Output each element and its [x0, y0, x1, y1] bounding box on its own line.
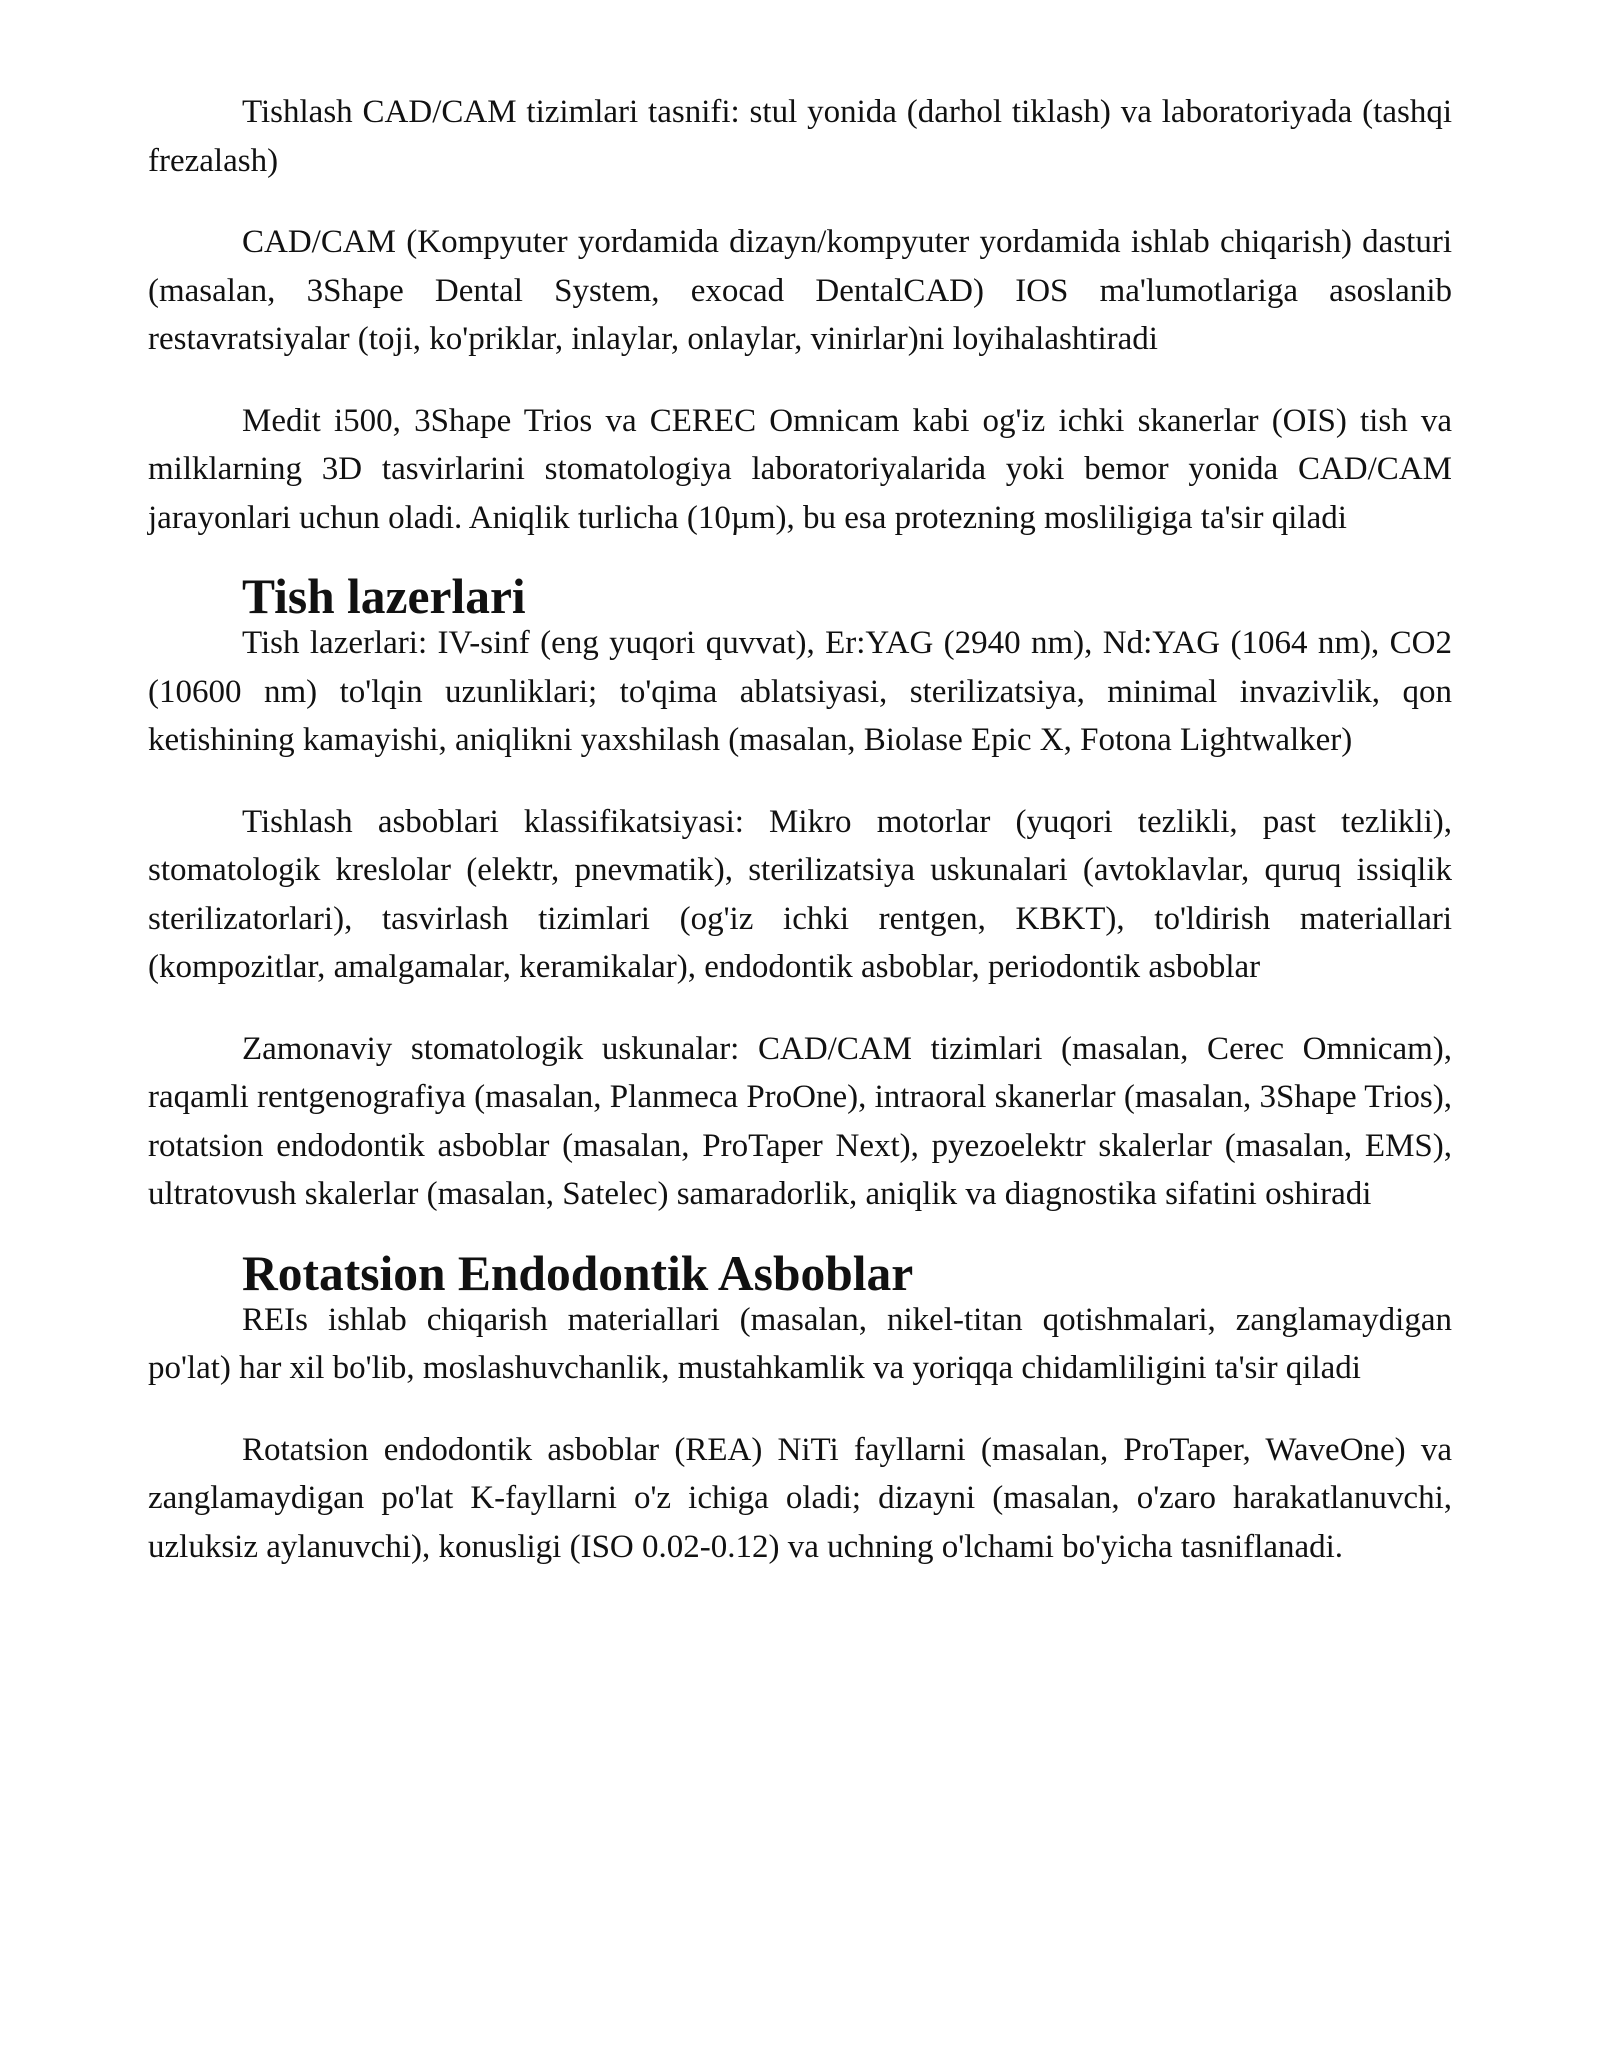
section-heading-dental-lasers: Tish lazerlari: [242, 569, 526, 624]
section-heading-rotary-endodontic: Rotatsion Endodontik Asboblar: [242, 1245, 914, 1301]
paragraph-rei-materials: REIs ishlab chiqarish materiallari (masalan, nikel-titan qotishmalari, zanglamaydigan po'lat) har xil bo'lib, moslashuvchanlik, mustahkamlik va yoriqqa chidamliligini ta'sir qiladi: [148, 1301, 1452, 1386]
paragraph-rea-classification: Rotatsion endodontik asboblar (REA) NiTi fayllarni (masalan, ProTaper, WaveOne) va zanglamaydigan po'lat K-fayllarni o'z ichiga oladi; dizayni (masalan, o'zaro harakatlanuvchi, uzluksiz aylanuvchi), konusligi (ISO 0.02-0.12) va uchning o'lchami bo'yicha tasniflanadi.: [148, 1431, 1452, 1565]
paragraph-cadcam-classification: Tishlash CAD/CAM tizimlari tasnifi: stul yonida (darhol tiklash) va laboratoriyada (tashqi frezalash): [148, 94, 1452, 179]
document-page: [148, 88, 1452, 1604]
paragraph-modern-equipment: Zamonaviy stomatologik uskunalar: CAD/CAM tizimlari (masalan, Cerec Omnicam), raqamli rentgenografiya (masalan, Planmeca ProOne), intraoral skanerlar (masalan, 3Shape Trios), rotatsion endodontik asboblar (masalan, ProTaper Next), pyezoelektr skalerlar (masalan, EMS), ultratovush skalerlar (masalan, Satelec) samaradorlik, aniqlik va diagnostika sifatini oshiradi: [148, 1030, 1452, 1212]
paragraph-dental-lasers: Tish lazerlari: IV-sinf (eng yuqori quvvat), Er:YAG (2940 nm), Nd:YAG (1064 nm), CO2 (10600 nm) to'lqin uzunliklari; to'qima ablatsiyasi, sterilizatsiya, minimal invazivlik, qon ketishining kamayishi, aniqlikni yaxshilash (masalan, Biolase Epic X, Fotona Lightwalker): [148, 625, 1452, 758]
paragraph-instrument-classification: Tishlash asboblari klassifikatsiyasi: Mikro motorlar (yuqori tezlikli, past tezlikli), stomatologik kreslolar (elektr, pnevmatik), sterilizatsiya uskunalari (avtoklavlar, quruq issiqlik sterilizatorlari), tasvirlash tizimlari (og'iz ichki rentgen, KBKT), to'ldirish materiallari (kompozitlar, amalgamalar, keramikalar), endodontik asboblar, periodontik asboblar: [148, 803, 1452, 985]
paragraph-cadcam-software: CAD/CAM (Kompyuter yordamida dizayn/kompyuter yordamida ishlab chiqarish) dasturi (masalan, 3Shape Dental System, exocad DentalCAD) IOS ma'lumotlariga asoslanib restavratsiyalar (toji, ko'priklar, inlaylar, onlaylar, vinirlar)ni loyihalashtiradi: [148, 224, 1452, 357]
paragraph-intraoral-scanners: Medit i500, 3Shape Trios va CEREC Omnicam kabi og'iz ichki skanerlar (OIS) tish va milklarning 3D tasvirlarini stomatologiya laboratoriyalarida yoki bemor yonida CAD/CAM jarayonlari uchun oladi. Aniqlik turlicha (10µm), bu esa protezning mosliligiga ta'sir qiladi: [148, 402, 1452, 536]
